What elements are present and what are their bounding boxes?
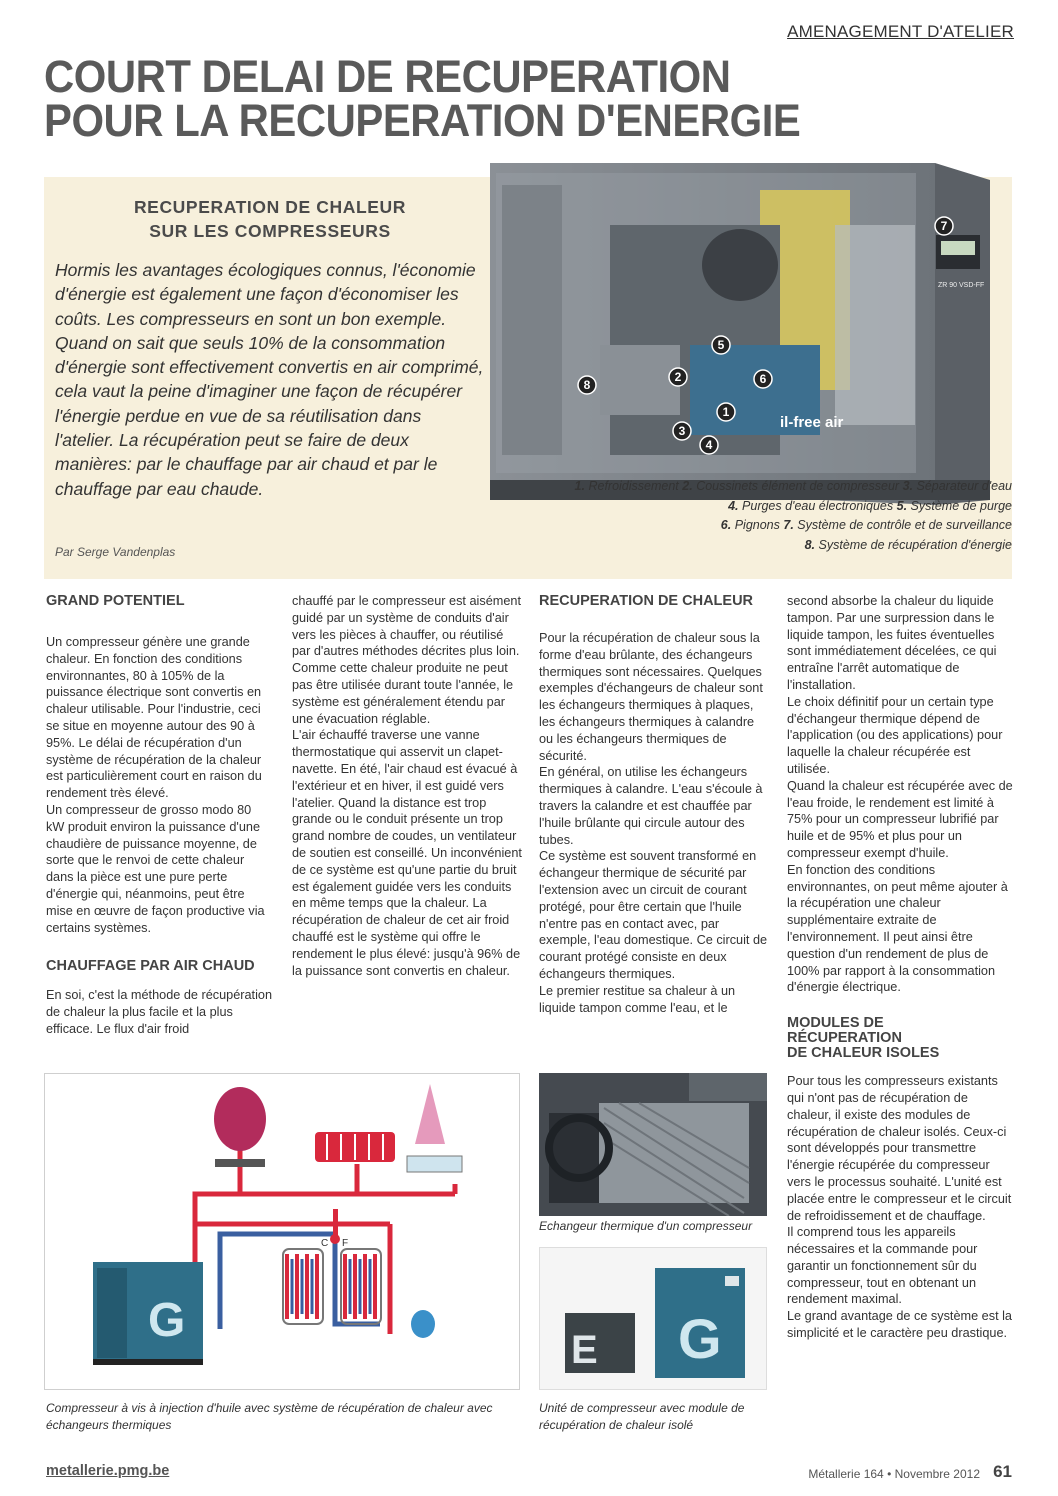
svg-text:1: 1 [722, 405, 730, 419]
column-4 [787, 593, 1015, 1342]
paragraph: Pour tous les compresseurs existants qui n'ont pas de récupération de chaleur, il existe des modules de récupération de chaleur isolés. Ceux-ci sont développés pour transmettre l'énergie récupérée du compresseur vers le processus souhaité. L'unité est placée entre le compresseur et le circuit de refroidissement et de chauffage. [787, 1074, 1012, 1223]
paragraph: Un compresseur de grosso modo 80 kW produit environ la puissance d'une chaudière de puissance moyenne, de sorte que le renvoi de cette chaleur dans la pièce est une pure perte d'énergie qui, néanmoins, peut être mise en œuvre de façon productive via certains systèmes. [46, 802, 265, 935]
heat-recovery-module-photo [539, 1247, 767, 1390]
svg-text:2: 2 [674, 370, 682, 384]
paragraph: En général, on utilise les échangeurs thermiques à calandre. L'eau s'écoule à travers la calandre et est chauffée par l'huile brûlante qui circule autour des tubes. [539, 765, 763, 847]
marker-5 [712, 336, 730, 354]
marker-8 [578, 376, 596, 394]
svg-text:E: E [571, 1328, 598, 1372]
pump-icon [411, 1310, 435, 1338]
column-3 [539, 593, 769, 1016]
svg-text:6: 6 [759, 372, 767, 386]
diagram-caption: Compresseur à vis à injection d'huile avec système de récupération de chaleur avec échangeurs thermiques [46, 1401, 493, 1432]
section-tag: AMENAGEMENT D'ATELIER [787, 22, 1014, 41]
paragraph: Il comprend tous les appareils nécessaires et la commande pour garantir un fonctionnement sûr du compresseur, tout en obtenant un rendement maximal. [787, 1225, 978, 1307]
heat-exchanger-photo [539, 1073, 767, 1216]
heading-modules-recuperation: MODULES DE RÉCUPERATION DE CHALEUR ISOLES [787, 1015, 940, 1062]
heading-recuperation-chaleur: RECUPERATION DE CHALEUR [539, 593, 754, 609]
thermo-f-label: F [342, 1238, 349, 1249]
radiator-icon [315, 1132, 395, 1162]
paragraph: Quand la chaleur est récupérée avec de l'eau froide, le rendement est limité à 75% pour un compresseur lubrifié par huile et de 95% et plus pour un compresseur exempt d'huile. [787, 778, 1013, 860]
footer-url-link[interactable]: metallerie.pmg.be [46, 1463, 170, 1479]
column-2 [292, 593, 522, 979]
footer-issue-info: Métallerie 164 • Novembre 2012 [808, 1467, 980, 1481]
byline: Par Serge Vandenplas [55, 545, 176, 559]
model-label: ZR 90 VSD-FF [938, 282, 985, 289]
svg-text:4: 4 [705, 438, 713, 452]
heat-recovery-diagram [44, 1073, 520, 1390]
headline-line-1: COURT DELAI DE RECUPERATION [44, 51, 731, 102]
paragraph: Le choix définitif pour un certain type d'échangeur thermique dépend de l'application (ou des applications) pour laquelle la chaleur récupérée est utilisée. [787, 694, 1003, 776]
compressor-unit-icon [93, 1262, 203, 1365]
compressor-g-icon [655, 1268, 745, 1378]
paragraph: Le premier restitue sa chaleur à un liquide tampon comme l'eau, et le [539, 983, 736, 1015]
module-caption: Unité de compresseur avec module de récupération de chaleur isolé [539, 1401, 745, 1432]
intro-subtitle-line-2: SUR LES COMPRESSEURS [149, 221, 391, 241]
marker-4 [700, 436, 718, 454]
paragraph: Ce système est souvent transformé en échangeur thermique de sécurité par l'extension avec un circuit de courant protégé, pour être certain que l'huile n'entre pas en contact avec, par exemple, l'eau domestique. Ce circuit de courant protégé consiste en deux échangeurs thermiques. [539, 849, 768, 981]
marker-3 [673, 422, 691, 440]
paragraph: Pour la récupération de chaleur sous la forme d'eau brûlante, des échangeurs thermiques sont nécessaires. Quelques exemples d'échangeurs de chaleur sont les échangeurs thermiques à plaques, les échangeurs thermiques à calandre ou les échangeurs thermiques de sécurité. [539, 631, 763, 763]
paragraph: Un compresseur génère une grande chaleur. En fonction des conditions environnantes, 80 à 105% de la puissance électrique sont convertis en chaleur utilisable. Pour l'industrie, ceci se situe en moyenne autour des 90 à 95%. Le délai de récupération d'un système de récupération de la chaleur est particulièrement court en raison du rendement très élevé. [46, 635, 262, 801]
intro-text: Hormis les avantages écologiques connus, l'économie d'énergie est également une façon d'économiser les coûts. Les compresseurs en sont un bon exemple. Quand on sait que seuls 10% de la consommation d'énergie sont effectivement convertis en air comprimé, cela vaut la peine d'imaginer une façon de récupérer l'énergie perdue en vue de sa réutilisation dans l'atelier. La récupération peut se faire de deux manières: par le chauffage par air chaud et par le chauffage par eau chaude. [55, 260, 484, 499]
paragraph: second absorbe la chaleur du liquide tampon. Par une surpression dans le liquide tampon, les fuites éventuelles sont immédiatement décelées, ce qui entraîne l'arrêt automatique de l'installation. [787, 594, 997, 692]
paragraph: En soi, c'est la méthode de récupération de chaleur la plus facile et la plus efficace. Le flux d'air froid [46, 988, 272, 1036]
hero-caption: 1. Refroidissement 2. Coussinets élément de compresseur 3. Séparateur d'eau 4. Purges d'eau électroniques 5. Système de purge 6. Pignons 7. Système de contrôle et de surveillance 8. Système de récupération d'énergie [574, 479, 1012, 552]
compressor-hero-image [490, 155, 1014, 515]
headline [44, 51, 955, 146]
svg-text:3: 3 [678, 424, 686, 438]
marker-6 [754, 370, 772, 388]
heading-grand-potentiel: GRAND POTENTIEL [46, 593, 185, 609]
exchanger-caption: Echangeur thermique d'un compresseur [539, 1219, 753, 1233]
svg-text:5: 5 [717, 338, 725, 352]
thermo-c-label: C [321, 1238, 329, 1249]
storage-tank-icon [214, 1087, 266, 1151]
svg-text:G: G [678, 1307, 722, 1370]
shower-sink-icon [407, 1084, 462, 1172]
paragraph: L'air échauffé traverse une vanne thermostatique qui asservit un clapet-navette. En été, l'air chaud est évacué à l'extérieur et en hiver, il est guidé vers l'atelier. Quand la distance est trop grande ou le conduit présente un trop grand nombre de coudes, un ventilateur de soutien est conseillé. Un inconvénient de ce système est qu'une partie du bruit est également guidée vers les conduits en même temps que la chaleur. La récupération de chaleur de cet air froid chauffé est le système qui offre le rendement le plus élevé: jusqu'à 96% de la puissance sont convertis en chaleur. [292, 728, 522, 978]
svg-text:G: G [148, 1294, 186, 1347]
marker-7 [935, 217, 953, 235]
energy-module-icon [565, 1313, 635, 1373]
svg-text:8: 8 [583, 378, 591, 392]
marker-2 [669, 368, 687, 386]
brand-label: il-free air [780, 414, 844, 431]
page-number: 61 [993, 1462, 1012, 1481]
paragraph: En fonction des conditions environnantes, on peut même ajouter à la récupération une chaleur supplémentaire extraite de l'environnement. Il peut ainsi être question d'un rendement de plus de 100% par rapport à la consommation d'énergie électrique. [787, 862, 1008, 995]
heading-chauffage-air-chaud: CHAUFFAGE PAR AIR CHAUD [46, 958, 255, 975]
paragraph: Le grand avantage de ce système est la simplicité et le caractère peu drastique. [787, 1309, 1012, 1341]
paragraph: chauffé par le compresseur est aisément guidé par un système de conduits d'air vers les pièces à chauffer, ou réutilisé par d'autres méthodes décrites plus loin. Comme cette chaleur produite ne peut pas être utilisée durant toute l'année, le système est généralement étendu par une évacuation réglable. [292, 594, 521, 726]
intro-subtitle [60, 195, 480, 243]
marker-1 [717, 403, 735, 421]
svg-text:7: 7 [940, 219, 948, 233]
intro-subtitle-line-1: RECUPERATION DE CHALEUR [133, 197, 407, 217]
column-1 [46, 593, 272, 1038]
headline-line-2: POUR LA RECUPERATION D'ENERGIE [44, 95, 801, 146]
